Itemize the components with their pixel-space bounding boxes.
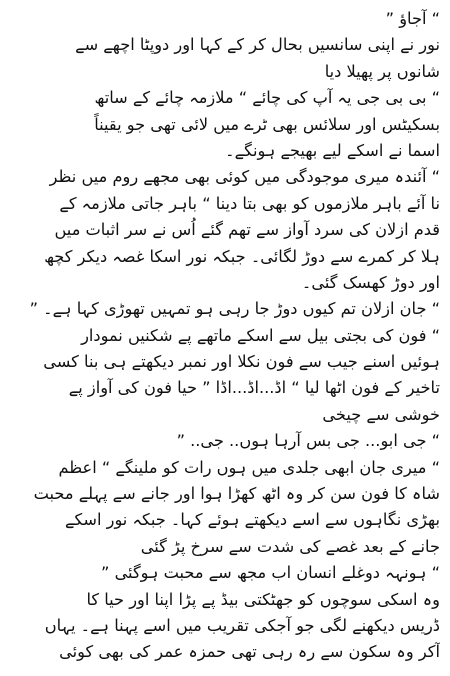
text-line: “ جی ابو... جی بس آرہا ہوں.. جی.. ” (176, 431, 440, 451)
text-line: ہلا کر کمرے سے دوڑ لگائی۔ جبکہ نور اسکا غصہ دیکر کچھ (44, 246, 440, 266)
text-line: بسکیٹس اور سلائس بھی ٹرے میں لائی تھی جو یقیناً (94, 114, 440, 134)
text-line: “ فون کی بجتی بیل سے اسکے ماتھے پے شکنیں نمودار (81, 325, 440, 345)
text-line: نور نے اپنی سانسیں بحال کر کے کہا اور دوپٹا اچھے سے (75, 35, 440, 55)
text-line: اسما نے اسکے لیے بھیجے ہونگے۔ (225, 140, 440, 160)
text-line: “ جان ازلان تم کیوں دوڑ جا رہی ہو تمہیں تھوڑی کہا ہے۔ ” (29, 299, 440, 319)
text-line: نا آئے باہر ملازموں کو بھی بتا دینا “ باہر جاتی ملازمہ کے (59, 193, 440, 213)
text-line: ہوئیں اسنے جیب سے فون نکلا اور نمبر دیکھتے ہی بنا کسی (43, 352, 440, 372)
text-line: اور دوڑ کھسک گئی۔ (301, 272, 440, 292)
text-line: “ بی بی جی یہ آپ کی چائے “ ملازمہ چائے کے ساتھ (94, 88, 440, 108)
text-line: شانوں پر پھیلا دیا (324, 61, 440, 81)
text-line: تاخیر کے فون اٹھا لیا “ اڈ...اڈ...اڈا ” حیا فون کی آواز پے (68, 378, 440, 398)
text-line: قدم ازلان کی سرد آواز سے تھم گئے اُس نے سر اثبات میں (54, 220, 440, 240)
text-line: “ ہونہہ دوغلے انسان اب مجھ سے محبت ہوگئی ” (101, 563, 440, 583)
text-line: وہ اسکی سوچوں کو جھٹکتی بیڈ پے پڑا اپنا اور حیا کا (86, 589, 440, 609)
text-line: بھڑی نگاہوں سے اسے دیکھتے ہوئے کہا۔ جبکہ نور اسکے (65, 510, 440, 530)
text-line: “ آئندہ میری موجودگی میں کوئی بھی مجھے روم میں نظر (49, 167, 440, 187)
text-line: آکر وہ سکون سے رہ رہی تھی حمزہ عمر کی بھی کوئی (59, 642, 440, 662)
text-line: شاہ کا فون سن کر وہ اٹھ کھڑا ہوا اور جانے سے پہلے محبت (33, 484, 440, 504)
text-line: “ میری جان ابھی جلدی میں ہوں رات کو ملینگے “ اعظم (58, 457, 440, 477)
text-line: ڈریس دیکھنے لگی جو آجکی تقریب میں اسے پہنا ہے۔ یہاں (44, 615, 440, 635)
text-line: جانے کے بعد غصے کی شدت سے سرخ پڑ گئی (140, 536, 440, 556)
text-line: خوشی سے چیخی (322, 404, 440, 424)
text-line: “ آجاؤ ” (385, 9, 440, 28)
